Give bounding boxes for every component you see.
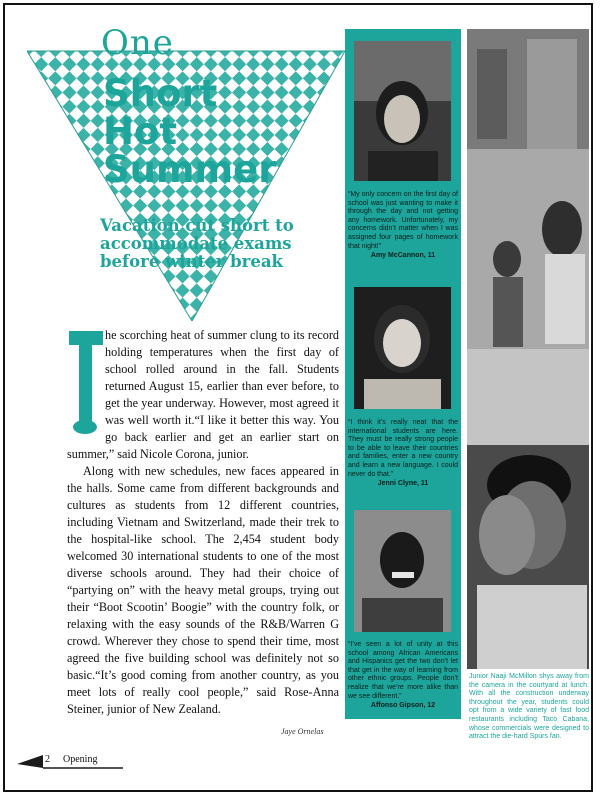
article-body: [67, 327, 339, 718]
subtitle-line-1: Vacation cut short to: [100, 216, 294, 235]
quote-author-2: Jenni Clyne, 11: [377, 480, 429, 488]
portrait-photo-3: [354, 510, 451, 632]
quote-block-3: [348, 641, 458, 711]
quote-text-2: “I think it’s really neat that the international students are here. They must be really strong people to be able to leave their countries and families, enter a new country and learn a new language. I could never do that.”: [348, 419, 458, 478]
title-line-short: Short: [103, 72, 218, 115]
yearbook-page: [3, 3, 593, 792]
courtyard-image: [467, 29, 589, 445]
dropcap-letter: [67, 327, 105, 437]
title-line-one: One: [101, 23, 174, 63]
byline: Jaye Ornelas: [281, 727, 324, 736]
quote-block-1: [348, 191, 458, 261]
subtitle-line-2: accommodate exams: [100, 234, 292, 253]
svg-text:T: T: [85, 387, 87, 388]
article-paragraph-1: he scorching heat of summer clung to its record holding temperatures when the first day of school rolled around in the fall. Students returned August 15, earlier than ever before, to get the year underway. However, most agreed it was well worth it.“I like it better this way. You go back earlier and get an earlier start on summer,” said Nicole Corona, junior.: [67, 328, 339, 461]
quote-text-1: “My only concern on the first day of school was just wanting to make it through the day and not getting any homework. Unfortunately, my concerns didn’t matter when I was assigned four pages of homework that night!”: [348, 191, 458, 250]
student-image: [467, 445, 589, 669]
subtitle-line-3: before winter break: [100, 252, 283, 271]
title-line-hot: Hot: [103, 110, 178, 153]
portrait-image: [354, 41, 451, 181]
page-title: [103, 72, 277, 191]
portrait-photo-2: [354, 287, 451, 409]
photo-caption: Junior Naaji McMillon shys away from the camera in the courtyard at lunch. With all the construction underway throughout the year, students could opt from a wide variety of fast food restaurants including Taco Cabana, whose commercials were designed to attract the die-hard Spurs fan.: [469, 673, 589, 741]
page-footer: [13, 752, 133, 770]
quote-author-3: Affonso Gipson, 12: [370, 702, 436, 710]
article-paragraph-2: Along with new schedules, new faces appeared in the halls. Some came from different backgrounds and cultures as students from 12 different countries, including Vietnam and Switzerland, made their trek to the hospital-like school. The 2,454 student body welcomed 30 international students to one of the most diverse schools around. They had their choice of “partying on” with the heavy metal groups, trying out their “Boot Scootin’ Boogie” with the country folk, or relaxing with the easy sounds of the R&B/Warren G crowd. Wherever they chose to spend their time, most agreed the five building school was definitely not so basic.“It’s good coming from another country, as you meet lots of really cool people,” said Rose-Anna Steiner, junior of New Zealand.: [67, 464, 339, 716]
quote-block-2: [348, 419, 458, 489]
quote-text-3: “I’ve seen a lot of unity at this school among African Americans and Hispanics get the two don’t let that get in the way of learning from other ethnic groups. People don’t realize that we’re more alike than we see different.”: [348, 641, 458, 700]
portrait-image: [354, 510, 451, 632]
section-label: Opening: [63, 754, 98, 765]
subtitle: [100, 217, 300, 271]
student-photo: [467, 445, 589, 669]
portrait-photo-1: [354, 41, 451, 181]
quote-author-1: Amy McCannon, 11: [370, 252, 436, 260]
portrait-image: [354, 287, 451, 409]
page-number: 2: [45, 754, 50, 765]
courtyard-photo: [467, 29, 589, 445]
title-line-summer: Summer: [103, 148, 277, 191]
